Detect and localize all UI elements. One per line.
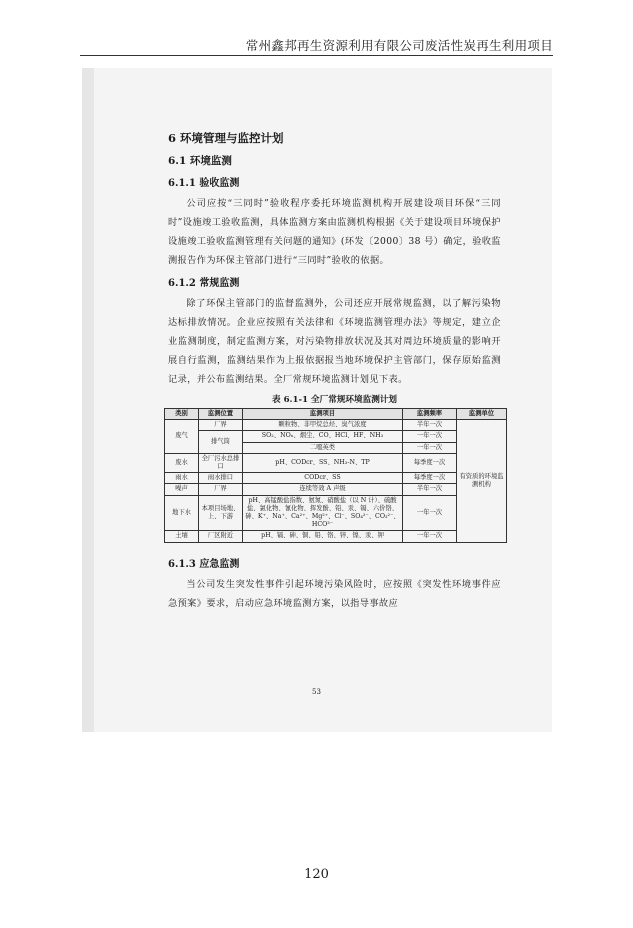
- scan-binding-shadow: [82, 68, 94, 732]
- section-heading: 6.1 环境监测: [168, 155, 232, 167]
- page-number: 120: [304, 867, 329, 882]
- cell-location: 厂区附近: [199, 531, 243, 542]
- paragraph-routine: 除了环保主管部门的监督监测外，公司还应开展常规监测，以了解污染物达标排放情况。企业应按照有关法律和《环境监测管理办法》等规定，建立企业监测制度，制定监测方案，对污染物排放状况及其对周边环境质量的影响开展自行监测，监测结果作为上报依据报当地环境保护主管部门，保存原始监测记录，并公布监测结果。全厂常规环境监测计划见下表。: [168, 298, 501, 385]
- scanned-page-number: 53: [312, 688, 321, 696]
- subsection-heading-acceptance: 6.1.1 验收监测: [168, 178, 240, 189]
- cell-items: pH、镉、砷、铜、铅、铬、锌、镍、汞、钾: [243, 531, 403, 542]
- cell-location: 雨水排口: [199, 473, 243, 484]
- scanned-page-content: [168, 130, 504, 617]
- cell-category: 噪声: [165, 484, 199, 495]
- header-rule: [80, 55, 553, 56]
- table-row: [165, 495, 507, 531]
- table-row: [165, 531, 507, 542]
- monitoring-plan-table: [164, 408, 507, 543]
- cell-category: 雨水: [165, 473, 199, 484]
- cell-items: 二噁英类: [243, 442, 403, 453]
- table-row: [165, 420, 507, 431]
- header-items: 监测项目: [243, 409, 403, 420]
- cell-location: 厂界: [199, 420, 243, 431]
- document-header: 常州鑫邦再生资源利用有限公司废活性炭再生利用项目: [245, 38, 553, 53]
- cell-frequency: 一年一次: [403, 495, 457, 531]
- table-row: [165, 473, 507, 484]
- table-row: [165, 431, 507, 442]
- cell-frequency: 一年一次: [403, 431, 457, 442]
- cell-frequency: 半年一次: [403, 420, 457, 431]
- subsection-heading-routine: 6.1.2 常规监测: [168, 278, 240, 289]
- table-caption: 表 6.1-1 全厂常规环境监测计划: [271, 395, 397, 405]
- cell-frequency: 每季度一次: [403, 473, 457, 484]
- table-row: [165, 484, 507, 495]
- cell-frequency: 每季度一次: [403, 453, 457, 472]
- cell-frequency: 一年一次: [403, 531, 457, 542]
- cell-category: 废水: [165, 453, 199, 472]
- cell-category: 废气: [165, 420, 199, 454]
- cell-items: SO₂、NOₓ、烟尘、CO、HCl、HF、NH₃: [243, 431, 403, 442]
- cell-location: 厂界: [199, 484, 243, 495]
- header-category: 类别: [165, 409, 199, 420]
- header-frequency: 监测频率: [403, 409, 457, 420]
- header-unit: 监测单位: [457, 409, 507, 420]
- cell-items: 颗粒物、非甲烷总烃、臭气浓度: [243, 420, 403, 431]
- cell-category: 地下水: [165, 495, 199, 531]
- cell-items: pH、高锰酸盐指数、氨氮、硝酸盐（以 N 计）、硫酸盐、氯化物、氰化物、挥发酚、铅、汞、镉、六价铬、砷、K⁺、Na⁺、Ca²⁺、Mg²⁺、Cl⁻、SO₄²⁻、CO₃²⁻、HCO³⁻: [243, 495, 403, 531]
- cell-frequency: 半年一次: [403, 484, 457, 495]
- cell-monitoring-unit: 有资质的环境监测机构: [457, 420, 507, 542]
- paragraph-emergency: 当公司发生突发性事件引起环境污染风险时，应按照《突发性环境事件应急预案》要求，启动应急环境监测方案，以指导事故应: [168, 578, 501, 609]
- table-row: [165, 453, 507, 472]
- chapter-heading: 6 环境管理与监控计划: [168, 131, 284, 145]
- cell-category: 土壤: [165, 531, 199, 542]
- paragraph-acceptance: 公司应按“三同时”验收程序委托环境监测机构开展建设项目环保“三同时”设施竣工验收监测，具体监测方案由监测机构根据《关于建设项目环境保护设施竣工验收监测管理有关问题的通知》(环发〔2000〕38 号）确定，验收监测报告作为环保主管部门进行“三同时”验收的依据。: [168, 198, 501, 266]
- table-header-row: [165, 409, 507, 420]
- cell-items: CODcr、SS: [243, 473, 403, 484]
- cell-location: 本项目场地、上、下游: [199, 495, 243, 531]
- header-location: 监测位置: [199, 409, 243, 420]
- cell-location: 全厂污水总排口: [199, 453, 243, 472]
- cell-frequency: 一年一次: [403, 442, 457, 453]
- subsection-heading-emergency: 6.1.3 应急监测: [168, 558, 240, 570]
- cell-items: 连续等效 A 声级: [243, 484, 403, 495]
- cell-location: 排气筒: [199, 431, 243, 453]
- cell-items: pH、CODcr、SS、NH₃-N、TP: [243, 453, 403, 472]
